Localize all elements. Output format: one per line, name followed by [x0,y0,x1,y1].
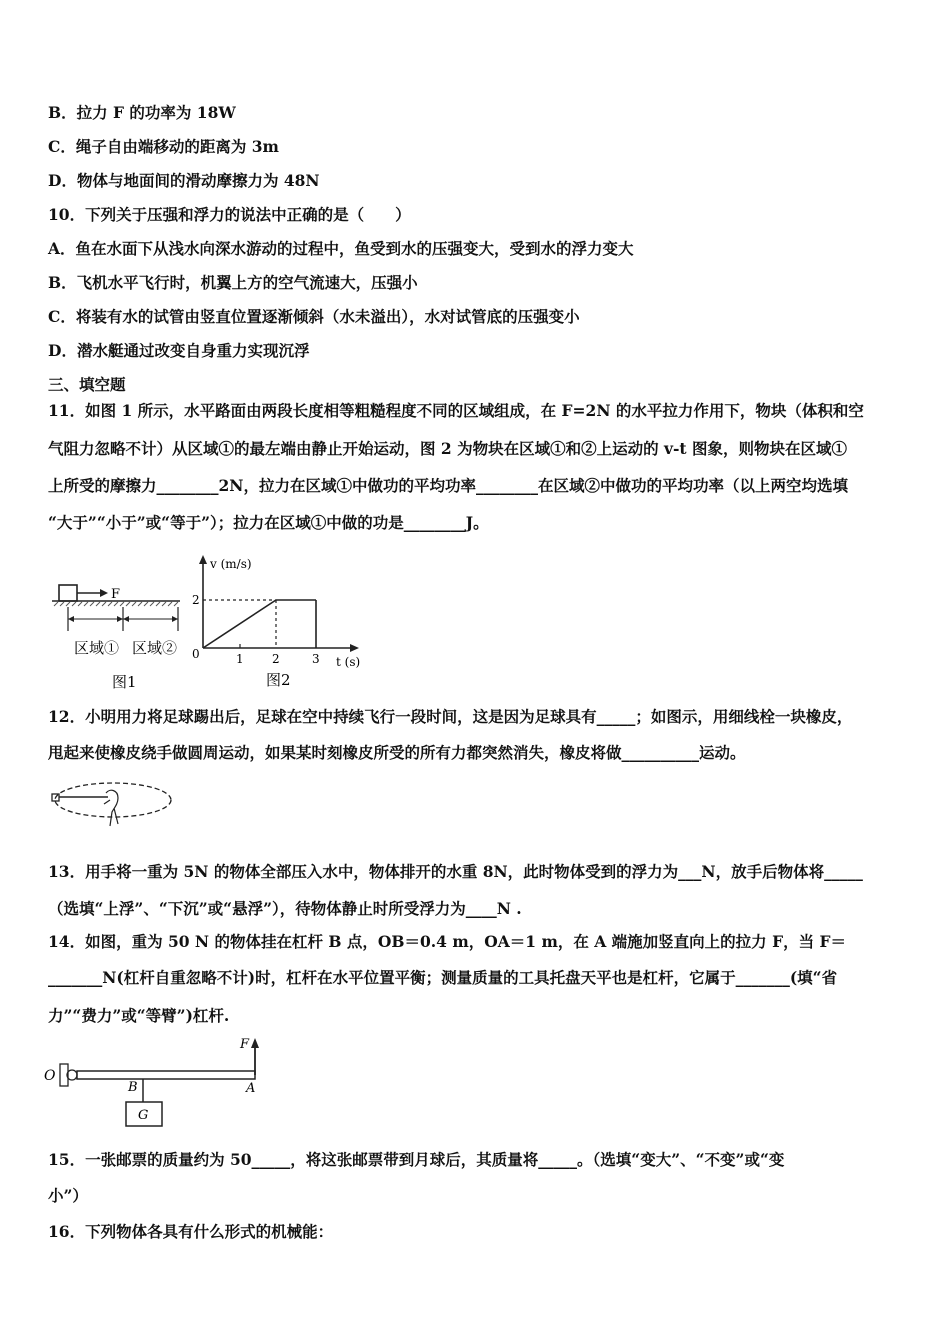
point-a-label: A [246,1081,256,1096]
figure-2-caption: 图2 [266,671,291,689]
q10-option-a: A．鱼在水面下从浅水向深水游动的过程中，鱼受到水的压强变大，受到水的浮力变大 [48,239,634,258]
q11-figure-1 [48,575,188,693]
force-label: F [111,587,121,602]
pivot-label-o: O [44,1068,56,1084]
q10-option-b: B．飞机水平飞行时，机翼上方的空气流速大，压强小 [48,273,418,292]
q16-line-1: 16．下列物体各具有什么形式的机械能： [48,1222,334,1241]
x-axis-label: t (s) [336,655,361,669]
q9-option-b: B．拉力 F 的功率为 18W [48,103,236,122]
hand [104,790,118,826]
x-tick-3: 3 [312,652,320,666]
point-b-label: B [128,1080,138,1095]
force-label: F [240,1037,250,1052]
q12-line-2: 甩起来使橡皮绕手做圆周运动，如果某时刻橡皮所受的所有力都突然消失，橡皮将做__________运动。 [48,743,746,762]
weight-label: G [138,1108,149,1123]
q15-line-2: 小”） [48,1186,88,1205]
origin-label: 0 [192,647,200,661]
q14-line-1: 14．如图，重为 50 N 的物体挂在杠杆 B 点，OB＝0.4 m，OA＝1 m，在 A 端施加竖直向上的拉力 F，当 F＝ [48,932,846,951]
q10-option-c: C．将装有水的试管由竖直位置逐渐倾斜（水未溢出），水对试管底的压强变小 [48,307,580,326]
circular-path [55,783,171,817]
section-header: 三、填空题 [48,375,126,394]
velocity-ramp [203,600,276,648]
figure-1-caption: 图1 [112,673,137,691]
q11-line-2: 气阻力忽略不计）从区域①的最左端由静止开始运动，图 2 为物块在区域①和②上运动的 v-t 图象，则物块在区域① [48,439,847,458]
q9-option-c: C．绳子自由端移动的距离为 3m [48,137,279,156]
q11-line-3: 上所受的摩擦力________2N，拉力在区域①中做功的平均功率________在区域②中做功的平均功率（以上两空均选填 [48,476,848,495]
q13-line-2: （选填“上浮”、“下沉”或“悬浮”），待物体静止时所受浮力为____N . [48,899,522,918]
q14-line-2: _______N(杠杆自重忽略不计)时，杠杆在水平位置平衡；测量质量的工具托盘天平也是杠杆，它属于_______(填“省 [48,968,838,987]
q15-line-1: 15．一张邮票的质量约为 50_____，将这张邮票带到月球后，其质量将_____。（选填“变大”、“不变”或“变 [48,1150,785,1169]
zone-2-label: 区域② [132,639,178,657]
q13-line-1: 13．用手将一重为 5N 的物体全部压入水中，物体排开的水重 8N，此时物体受到的浮力为___N，放手后物体将_____ [48,862,863,881]
zone-1-label: 区域① [74,639,120,657]
q10-option-d: D．潜水艇通过改变自身重力实现沉浮 [48,341,310,360]
q9-option-d: D．物体与地面间的滑动摩擦力为 48N [48,171,320,190]
block [59,585,77,601]
y-axis-label: v (m/s) [210,557,252,571]
q12-line-1: 12．小明用力将足球踢出后，足球在空中持续飞行一段时间，这是因为足球具有_____；如图示，用细线栓一块橡皮， [48,707,853,726]
y-tick-2: 2 [192,593,200,607]
lever-bar [77,1071,255,1079]
q11-line-1: 11．如图 1 所示，水平路面由两段长度相等粗糙程度不同的区域组成，在 F=2N 的水平拉力作用下，物块（体积和空 [48,401,864,420]
q11-figure-2 [188,552,363,694]
q14-line-3: 力”“费力”或“等臂”)杠杆. [48,1006,230,1025]
x-tick-1: 1 [236,652,244,666]
q11-line-4: “大于”“小于”或“等于”）；拉力在区域①中做的功是________J。 [48,513,489,532]
x-tick-2: 2 [272,652,280,666]
q10-stem: 10．下列关于压强和浮力的说法中正确的是（ ） [48,205,411,224]
q14-lever-figure [42,1034,282,1132]
q12-figure [48,778,178,836]
